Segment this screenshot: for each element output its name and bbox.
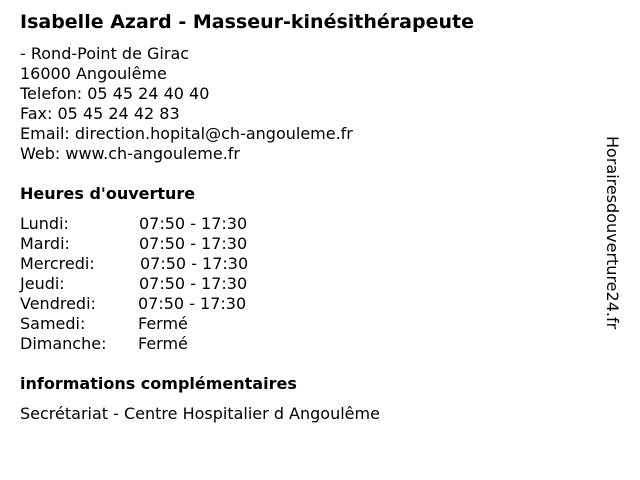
hours-day: Jeudi: [20,274,65,293]
address-line-street: - Rond-Point de Girac [20,44,190,63]
hours-time: 07:50 - 17:30 [139,274,248,293]
hours-time: Fermé [138,314,188,333]
hours-day: Vendredi: [20,294,96,313]
hours-day: Mercredi: [20,254,95,273]
opening-hours-heading: Heures d'ouverture [20,184,196,203]
phone-number: Telefon: 05 45 24 40 40 [20,84,210,103]
address-line-city: 16000 Angoulême [20,64,167,83]
hours-day: Dimanche: [20,334,107,353]
hours-time: 07:50 - 17:30 [140,254,249,273]
additional-info-heading: informations complémentaires [20,374,297,393]
hours-time: 07:50 - 17:30 [139,234,248,253]
hours-time: 07:50 - 17:30 [139,214,248,233]
hours-day: Mardi: [20,234,70,253]
contact-block [20,44,353,164]
hours-day: Lundi: [20,214,69,233]
page-title: Isabelle Azard - Masseur-kinésithérapeute [20,11,474,33]
website-address: Web: www.ch-angouleme.fr [20,144,240,163]
hours-time: 07:50 - 17:30 [138,294,247,313]
site-watermark: Horairesdouverture24.fr [603,136,622,330]
additional-info-text: Secrétariat - Centre Hospitalier d Angoulême [20,404,380,423]
hours-time: Fermé [138,334,188,353]
fax-number: Fax: 05 45 24 42 83 [20,104,180,123]
email-address: Email: direction.hopital@ch-angouleme.fr [20,124,353,143]
hours-day: Samedi: [20,314,86,333]
